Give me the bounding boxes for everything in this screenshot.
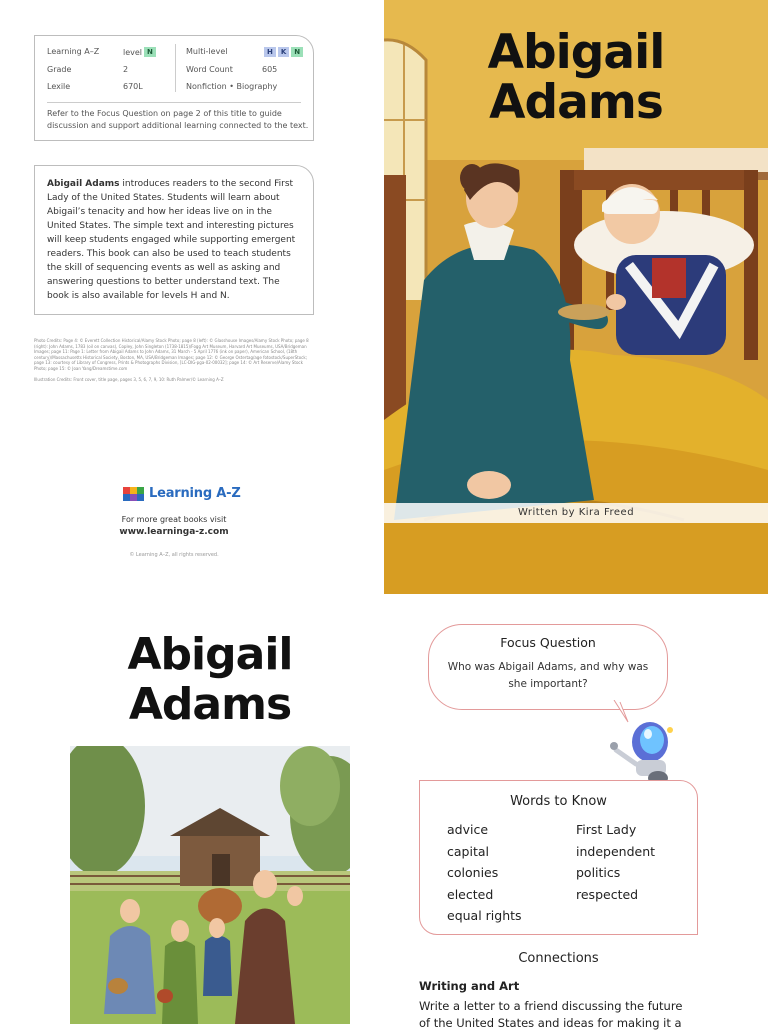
vocab-word: colonies <box>447 865 499 880</box>
focus-question-bubble <box>428 624 668 710</box>
grade-value: 2 <box>123 65 129 74</box>
lexile-row <box>47 82 143 91</box>
words-to-know-box <box>419 780 698 935</box>
copyright: © Learning A–Z, all rights reserved. <box>129 552 219 558</box>
summary-text: introduces readers to the second First Lady of the United States. Students will learn about Abigail’s tenacity and how her ideas live on in the United States. The simple text and interesting pictures will keep students engaged while supporting emergent readers. This book can also be used to teach students the skill of sequencing events as well as asking and answering questions to better understand text. The book is also available for levels H and N. <box>47 179 296 301</box>
program-row <box>47 47 156 57</box>
logo-text: Learning A-Z <box>149 486 241 501</box>
credits <box>34 338 314 383</box>
website-link[interactable]: www.learninga-z.com <box>119 527 229 537</box>
learning-az-logo-icon <box>123 487 145 501</box>
multilevel-badge: H <box>264 47 276 57</box>
vocab-word: politics <box>576 865 621 880</box>
connections-title: Connections <box>518 951 599 966</box>
multilevel-label: Multi-level <box>186 47 228 56</box>
vocab-word: independent <box>576 843 656 859</box>
lexile-label: Lexile <box>47 82 71 91</box>
focus-question-text: Who was Abigail Adams, and why was she important? <box>447 661 649 690</box>
genre-value: Nonfiction • Biography <box>186 82 278 91</box>
book-info-box <box>34 35 314 141</box>
wordcount-row <box>186 65 277 74</box>
vocab-word: advice <box>447 822 489 837</box>
vocab-word: equal rights <box>447 908 522 923</box>
level-badge: N <box>144 47 156 57</box>
vocab-word: First Lady <box>576 822 637 837</box>
genre-row <box>186 82 277 91</box>
vocab-word: respected <box>576 886 639 902</box>
multilevel-row <box>186 47 303 57</box>
words-column-2 <box>576 819 655 905</box>
vocab-word: elected <box>447 886 494 902</box>
focus-question-title: Focus Question <box>500 635 596 650</box>
cover-title: Abigail Adams <box>487 25 665 130</box>
grade-label: Grade <box>47 65 72 74</box>
summary-box <box>34 165 314 315</box>
title-page-heading: Abigail Adams <box>127 629 293 730</box>
info-divider-vertical <box>175 44 176 92</box>
lexile-value: 670L <box>123 82 143 91</box>
learning-az-logo <box>123 486 241 501</box>
farm-family-illustration <box>70 746 350 1024</box>
multilevel-badge: N <box>291 47 303 57</box>
wordcount-value: 605 <box>262 65 278 74</box>
words-column-1 <box>447 819 522 927</box>
wordcount-label: Word Count <box>186 65 233 74</box>
vocab-word: capital <box>447 843 489 859</box>
robot-mascot-icon <box>606 716 678 788</box>
focus-note: Refer to the Focus Question on page 2 of this title to guide discussion and support additional learning connected to the text. <box>47 109 309 130</box>
title-page-illustration <box>70 746 350 1024</box>
grade-row <box>47 65 128 74</box>
summary-lead: Abigail Adams <box>47 179 120 189</box>
illustration-credits: Illustration Credits: Front cover, title page, pages 3, 5, 6, 7, 9, 10: Ruth Palmer/© Learning A–Z <box>34 377 224 382</box>
more-books <box>60 514 288 538</box>
words-to-know-title: Words to Know <box>510 794 607 809</box>
photo-credits: Photo Credits: Page 4: © Everett Collection Historical/Alamy Stock Photo; page 8 (left): © Glasshouse Images/Alamy Stock Photo; page 8 (right): John Adams, 1783 (oil on canvas), Copley, John Singleton (1738-1815)/Fogg Art Museum, Harvard Art Museums, USA/Bridgeman Images; page 11: Page 1: Letter from Abigail Adams to John Adams, 31 March - 5 April 1776 (ink on paper), American School, (18th century)/Massachusetts Historical Society, Boston, MA, USA/Bridgeman Images; page 12: © George Ostertag/age fotostock/SuperStock; page 13: courtesy of Library of Congress, Prints & Photographs Division, [LC-DIG-pga-02-00032]; page 14: © Art Reserve/Alamy Stock Photo; page 15: © Joan Yang/Dreamstime.com <box>34 338 309 371</box>
info-divider-horizontal <box>47 102 301 103</box>
author-byline: Written by Kira Freed <box>384 503 768 523</box>
connections-text: Write a letter to a friend discussing the future of the United States and ideas for making it a <box>419 999 683 1030</box>
connections-subtitle: Writing and Art <box>419 979 520 993</box>
level-label: level <box>123 47 143 57</box>
front-cover <box>384 0 768 594</box>
multilevel-badge: K <box>278 47 289 57</box>
program-label: Learning A–Z <box>47 47 100 56</box>
more-books-text: For more great books visit <box>121 515 227 524</box>
